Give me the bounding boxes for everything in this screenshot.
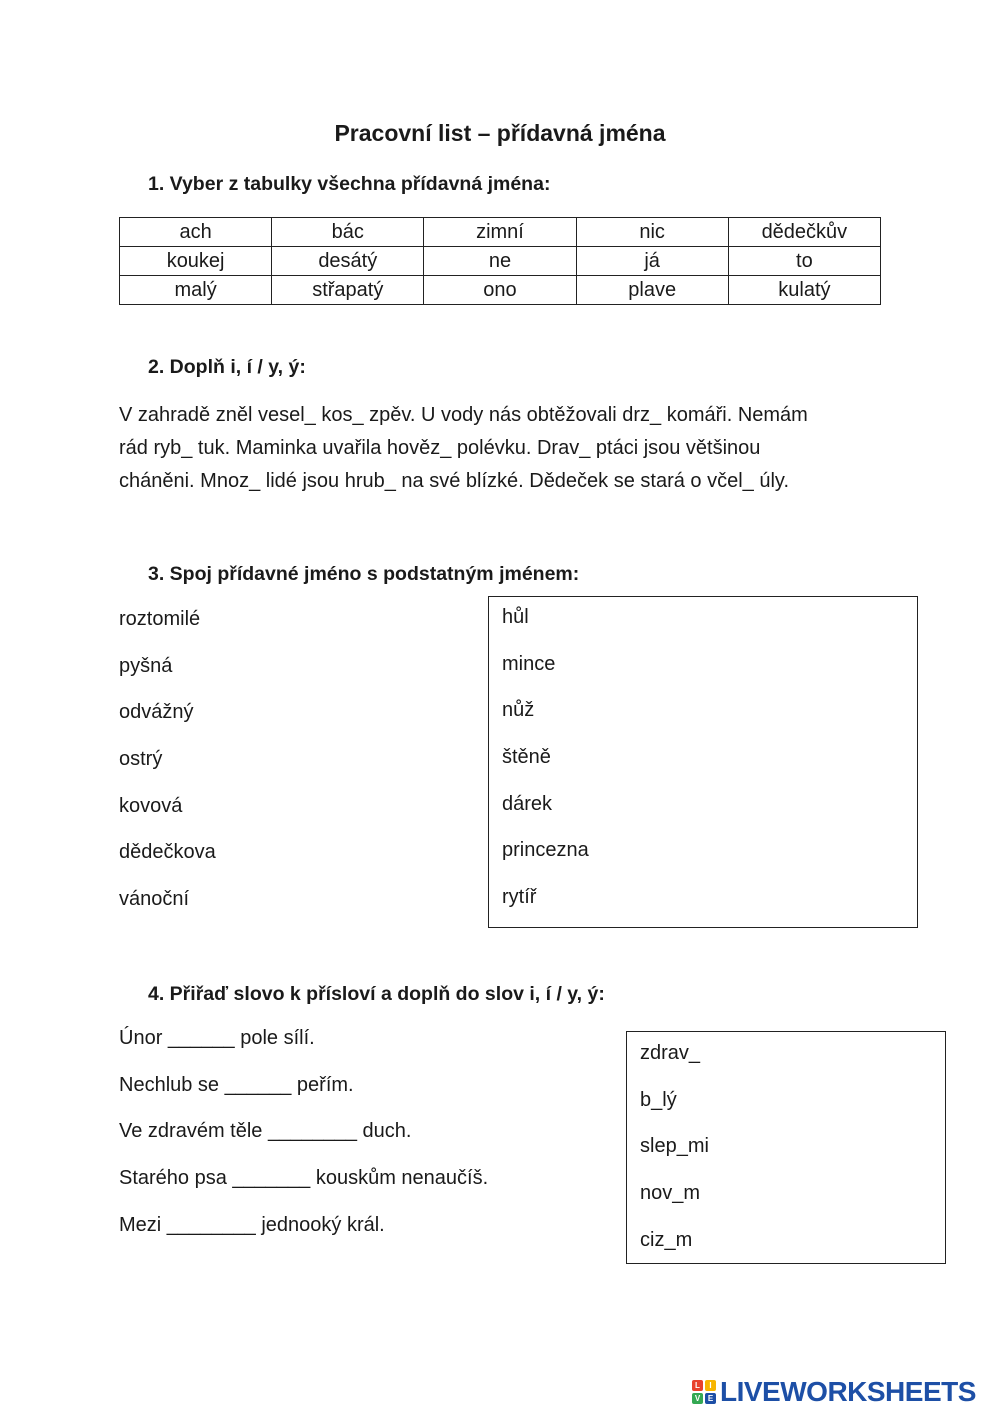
page-title: Pracovní list – přídavná jména: [334, 120, 666, 146]
table-cell[interactable]: zimní: [424, 218, 576, 247]
adjective-table: [119, 217, 881, 305]
adjective-item[interactable]: roztomilé: [119, 608, 201, 630]
table-cell[interactable]: dědečkův: [728, 218, 880, 247]
adjective-item[interactable]: odvážný: [119, 701, 194, 724]
logo-mark-tile: V: [692, 1393, 703, 1404]
word-bank-item[interactable]: nov_m: [640, 1182, 701, 1205]
adjective-item[interactable]: kovová: [119, 794, 183, 817]
paragraph-line: rád ryb_ tuk. Maminka uvařila hověz_ polévku. Drav_ ptáci jsou většinou: [119, 437, 761, 459]
adjective-item[interactable]: ostrý: [119, 748, 163, 771]
logo-mark-tile: I: [705, 1380, 716, 1391]
liveworksheets-logo: [692, 1376, 976, 1408]
noun-box: [488, 596, 918, 928]
noun-item[interactable]: nůž: [502, 699, 535, 722]
task3-heading: 3. Spoj přídavné jméno s podstatným jménem:: [148, 563, 580, 585]
proverb-list: [119, 1027, 488, 1260]
table-row: [120, 218, 881, 247]
table-cell[interactable]: ono: [424, 276, 576, 305]
table-cell[interactable]: to: [728, 247, 880, 276]
word-bank-item[interactable]: slep_mi: [640, 1135, 709, 1158]
table-cell[interactable]: ach: [120, 218, 272, 247]
table-cell[interactable]: ne: [424, 247, 576, 276]
noun-item[interactable]: princezna: [502, 839, 589, 862]
noun-item[interactable]: rytíř: [502, 886, 537, 909]
noun-item[interactable]: mince: [502, 652, 556, 675]
table-cell[interactable]: bác: [272, 218, 424, 247]
logo-text: LIVEWORKSHEETS: [720, 1376, 976, 1407]
word-bank-box: [626, 1031, 946, 1264]
adjective-list: [119, 608, 216, 935]
paragraph-line: V zahradě zněl vesel_ kos_ zpěv. U vody nás obtěžovali drz_ komáři. Nemám: [119, 404, 808, 426]
table-cell[interactable]: malý: [120, 276, 272, 305]
noun-item[interactable]: dárek: [502, 792, 553, 815]
proverb-item[interactable]: Mezi ________ jednooký král.: [119, 1213, 385, 1236]
task4-heading: 4. Přiřaď slovo k přísloví a doplň do slov i, í / y, ý:: [148, 983, 605, 1005]
noun-item[interactable]: štěně: [502, 746, 551, 769]
word-bank-item[interactable]: zdrav_: [640, 1042, 701, 1064]
logo-mark-tile: E: [705, 1393, 716, 1404]
logo-mark-tile: L: [692, 1380, 703, 1391]
table-cell[interactable]: plave: [576, 276, 728, 305]
paragraph-line: cháněni. Mnoz_ lidé jsou hrub_ na své blízké. Dědeček se stará o včel_ úly.: [119, 470, 789, 492]
proverb-item[interactable]: Ve zdravém těle ________ duch.: [119, 1120, 412, 1143]
table-row: [120, 276, 881, 305]
task1-heading: 1. Vyber z tabulky všechna přídavná jména:: [148, 173, 551, 195]
adjective-item[interactable]: vánoční: [119, 888, 190, 911]
table-row: [120, 247, 881, 276]
word-bank-item[interactable]: ciz_m: [640, 1228, 693, 1251]
word-bank-item[interactable]: b_lý: [640, 1088, 677, 1111]
adjective-item[interactable]: dědečkova: [119, 841, 216, 864]
proverb-item[interactable]: Starého psa _______ kouskům nenaučíš.: [119, 1167, 489, 1190]
table-cell[interactable]: střapatý: [272, 276, 424, 305]
noun-item[interactable]: hůl: [502, 606, 529, 628]
fill-in-paragraph: [119, 399, 894, 498]
adjective-item[interactable]: pyšná: [119, 654, 173, 677]
table-cell[interactable]: nic: [576, 218, 728, 247]
proverb-item[interactable]: Únor ______ pole sílí.: [119, 1027, 315, 1049]
table-cell[interactable]: koukej: [120, 247, 272, 276]
table-cell[interactable]: desátý: [272, 247, 424, 276]
task2-heading: 2. Doplň i, í / y, ý:: [148, 356, 306, 378]
logo-mark-icon: [692, 1380, 716, 1404]
table-cell[interactable]: kulatý: [728, 276, 880, 305]
table-cell[interactable]: já: [576, 247, 728, 276]
proverb-item[interactable]: Nechlub se ______ peřím.: [119, 1073, 354, 1096]
